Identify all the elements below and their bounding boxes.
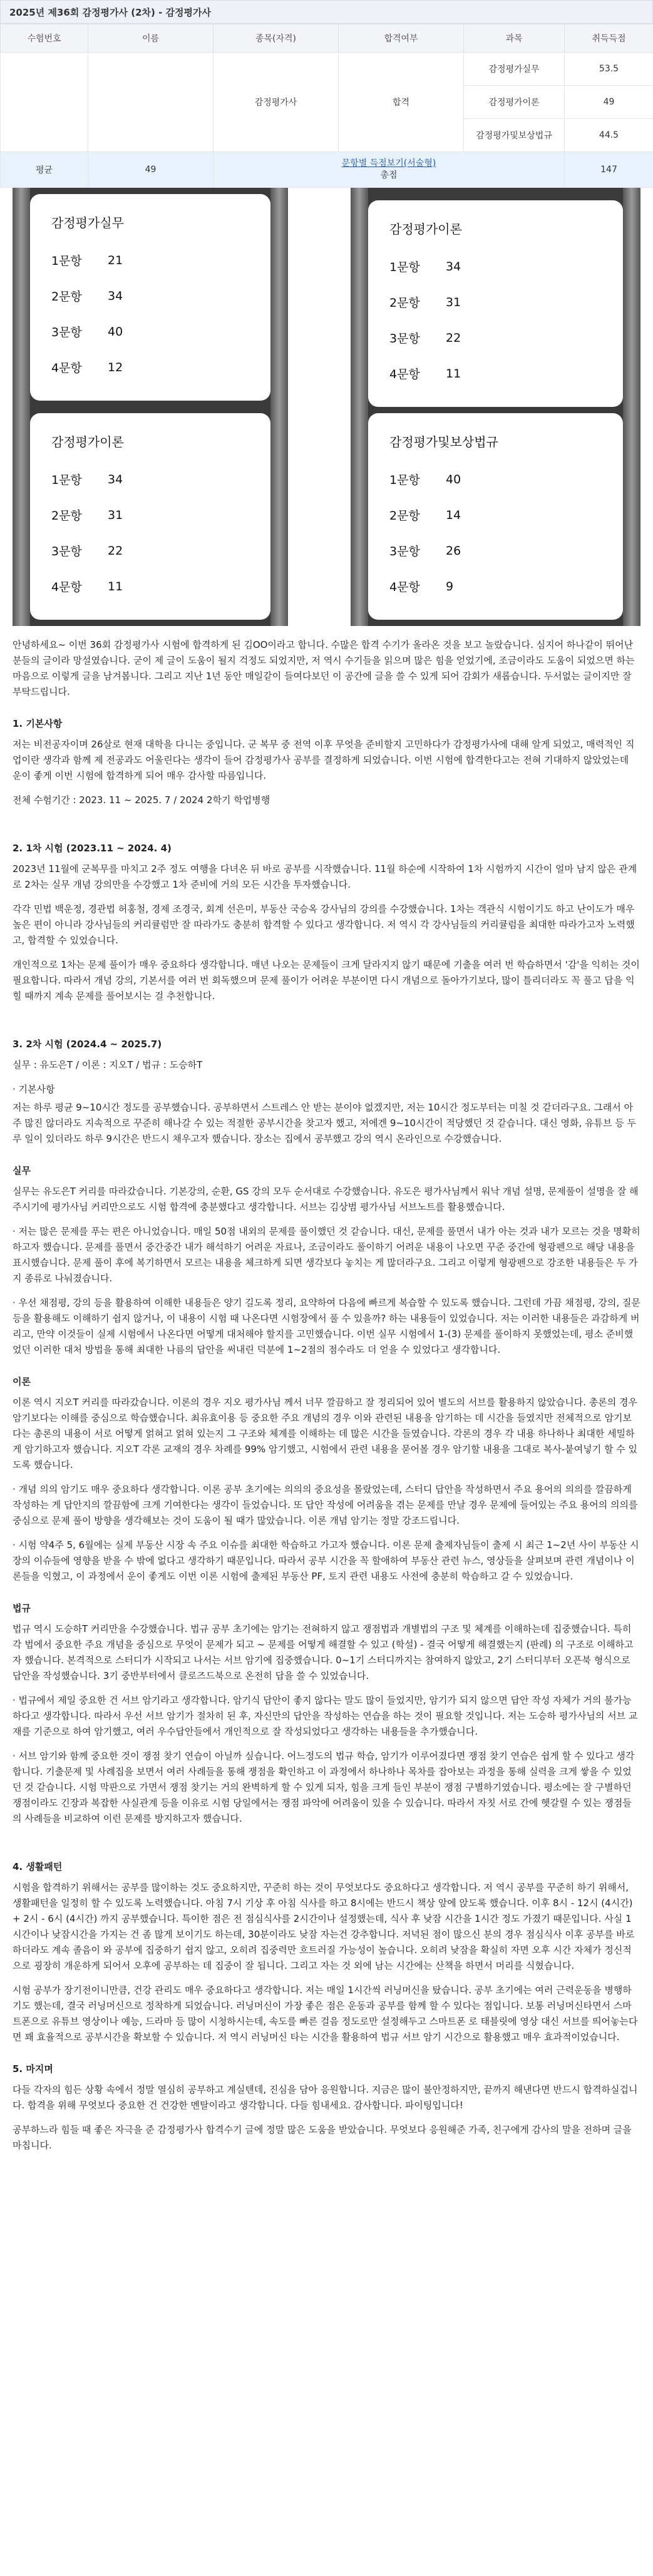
intro-paragraph: 안녕하세요~ 이번 36회 감정평가사 시험에 합격하게 된 김OO이라고 합니다. 수많은 합격 수기가 올라온 것을 보고 놀랐습니다. 심지어 하나같이 뛰어난 분들의 글이라 망설였습니다. 굳이 제 글이 도움이 될지 걱정도 되었지만, 저 역시 수기들을 읽으며 많은 힘을 얻었기에, 조금이라도 도움이 되었으면 하는 마음으로 이렇게 글을 남겨봅니다. 그리고 지난 1년 동안 매일같이 들여다보던 이 공간에 글을 쓸 수 있게 되어 감회가 새롭습니다. 두서없는 글이지만 잘 부탁드립니다. xyxy=(13,639,635,697)
score-card-title: 감정평가및보상법규 xyxy=(389,434,498,449)
question-label: 2문항 xyxy=(51,509,82,523)
question-label: 2문항 xyxy=(51,290,82,304)
question-score: 11 xyxy=(108,579,123,593)
average-row xyxy=(1,152,653,188)
paragraph: · 법규에서 제일 중요한 건 서브 암기라고 생각합니다. 암기식 답안이 좋지 않다는 말도 많이 들었지만, 암기가 되지 않으면 답안 작성 자체가 거의 불가능하다고 생각합니다. 따라서 우선 서브 암기가 절차히 된 후, 자신만의 답안을 작성하는 연습을 하는 것이 필요할 것입니다. 저는 도승하 평가사님의 서브 교재를 기준으로 하여 암기했고, 여러 우수답안들에서 개인적으로 잘 작성되었다고 생각하는 내용들을 추가했습니다. xyxy=(13,1695,638,1737)
paragraph: 각각 민법 백운정, 경관법 허홍철, 경제 조경국, 회계 선은미, 부동산 국승옥 강사님의 강의를 수강했습니다. 1차는 객관식 시험이기도 하고 난이도가 매우 높은 편이 아니라 강사님들의 커리큘럼만 잘 따라가도 충분히 합격할 수 있다고 생각합니다. 저 역시 각 강사님들의 커리큘럼을 최대한 따라가고자 노력했고, 합격할 수 있었습니다. xyxy=(13,903,635,946)
score-cards-left xyxy=(13,188,288,626)
question-score: 34 xyxy=(108,472,123,486)
section-heading: 4. 생활패턴 xyxy=(13,1861,63,1872)
category-cell: 감정평가사 xyxy=(213,53,339,152)
subject-name: 감정평가실무 xyxy=(464,53,565,86)
header-name: 이름 xyxy=(88,24,213,53)
question-label: 3문항 xyxy=(51,326,82,339)
question-score: 34 xyxy=(446,259,461,274)
question-score: 34 xyxy=(108,289,123,303)
question-label: 3문항 xyxy=(389,332,420,346)
score-row xyxy=(389,320,602,356)
question-label: 1문항 xyxy=(51,473,82,487)
paragraph: · 시험 약4주 5, 6월에는 실제 부동산 시장 속 주요 이슈를 최대한 학습하고 가고자 했습니다. 이론 문제 출제자님들이 출제 시 최근 1~2년 사이 부동산 시장의 이슈들에 영향을 받을 수 밖에 없다고 생각하기 때문입니다. 따라서 공부 시간을 꼭 할애하여 부동산 관련 뉴스, 영상들을 살펴보며 관련 개념이나 이론들을 익혔고, 이 과정에서 운이 좋게도 이번 이론 시험에 출제된 부동산 PF, 토지 관련 내용도 사전에 충분히 학습하고 갈 수 있었습니다. xyxy=(13,1539,639,1582)
subject-score: 49 xyxy=(565,86,653,119)
question-label: 1문항 xyxy=(389,260,420,274)
question-score: 22 xyxy=(108,543,123,558)
score-row xyxy=(51,349,249,385)
paragraph: 시험을 합격하기 위해서는 공부를 많이하는 것도 중요하지만, 꾸준히 하는 것이 무엇보다도 중요하다고 생각합니다. 저 역시 공부를 꾸준히 하기 위해서, 생활패턴을 일정히 할 수 있도록 노력했습니다. 아침 7시 기상 후 아침 식사를 하고 8시에는 반드시 책상 앞에 앉도록 했습니다. 이후 8시 - 12시 (4시간) + 2시 - 6시 (4시간) 까지 공부했습니다. 특이한 점은 전 점심식사를 2시간이나 설정했는데, 식사 후 낮잠 시간을 1시간 정도 가졌기 때문입니다. 사실 1시간이나 낮잠시간을 가지는 건 좀 많게 보이기도 하는데, 30분이라도 낮잠 자는건 강추합니다. 저녁된 점이 많으신 분의 경우 점심식사 이후 공부를 바로 하더라도 계속 졸음이 와 공부에 집중하기 쉽지 않고, 오히려 집중력만 흐트러질 가능성이 높습니다. 오히려 낮잠을 확실히 자면 오후 시간 자체가 정신적으로 굉장히 개운하게 되어서 오후에 공부하는 데 집중이 잘 됩니다. 그리고 자는 것 외에 남는 시간에는 산책을 하면서 머리를 식혔습니다. xyxy=(13,1882,635,1971)
name-cell xyxy=(88,53,213,152)
paragraph: 2023년 11월에 군복무를 마치고 2주 정도 여행을 다녀온 뒤 바로 공부를 시작했습니다. 11월 하순에 시작하여 1차 시험까지 시간이 얼마 남지 않은 관계로 2차는 실무 개념 강의만을 수강했고 1차 준비에 거의 모든 시간을 투자했습니다. xyxy=(13,863,637,890)
question-score: 11 xyxy=(446,366,461,381)
question-label: 4문항 xyxy=(389,580,420,594)
score-row xyxy=(389,284,602,320)
question-score: 22 xyxy=(446,331,461,345)
paragraph: · 저는 많은 문제를 푸는 편은 아니었습니다. 매일 50점 내외의 문제를 풀이했던 것 같습니다. 대신, 문제를 풀면서 내가 아는 것과 내가 모르는 것을 명확히 하고자 했습니다. 문제를 풀면서 중간중간 내가 해석하기 어려운 자료나, 조금이라도 풀이하기 어려운 내용이 나오면 꾸준 중간에 형광펜으로 해당 내용을 표시했습니다. 문제 풀이 후에 복기하면서 모르는 내용을 체크하게 되면 생각보다 놓치는 게 많더라구요. 그리고 이렇게 형광펜으로 강조한 내용들은 두 가지 종류로 나눠졌습니다. xyxy=(13,1226,640,1284)
question-score: 26 xyxy=(446,543,461,558)
score-row xyxy=(51,314,249,349)
question-label: 3문항 xyxy=(389,545,420,558)
paragraph: 실무는 유도은T 커리를 따라갔습니다. 기본강의, 순환, GS 강의 모두 순서대로 수강했습니다. 유도은 평가사님께서 워낙 개념 설명, 문제풀이 설명을 잘 해주시기에 평가사님 커리만으로도 시험 합격에 충분했다고 생각합니다. 서브는 김상범 평가사님 서브노트를 활용했습니다. xyxy=(13,1186,639,1213)
score-row xyxy=(389,497,602,533)
question-score: 40 xyxy=(446,472,461,486)
score-cards-area xyxy=(0,188,653,626)
section-heading: 법규 xyxy=(13,1603,31,1614)
question-score: 31 xyxy=(108,508,123,522)
paragraph: 전체 수험기간 : 2023. 11 ~ 2025. 7 / 2024 2학기 학업병행 xyxy=(13,794,270,806)
paragraph: 다들 각자의 힘든 상황 속에서 정말 열심히 공부하고 계실텐데, 진심을 담아 응원합니다. 지금은 많이 불안정하지만, 끝까지 해낸다면 반드시 합격하실겁니다. 합격을 위해 무엇보다 중요한 건 건강한 멘탈이라고 생각합니다. 다들 힘내세요. 감사합니다. 파이팅입니다! xyxy=(13,2084,638,2111)
question-label: 1문항 xyxy=(51,254,82,268)
question-label: 2문항 xyxy=(389,296,420,310)
header-pass: 합격여부 xyxy=(339,24,464,53)
paragraph: 시험 공부가 장기전이니만큼, 건강 관리도 매우 중요하다고 생각합니다. 저는 매일 1시간씩 러닝머신을 탔습니다. 공부 초기에는 여러 근력운동을 병행하기도 했는데, 결국 러닝머신으로 정착하게 되었습니다. 러닝머신이 가장 좋은 점은 운동과 공부를 함께 할 수 있다는 점입니다. 보통 러닝머신타면서 스마트폰으로 유튜브 영상이나 예능, 드라마 등 많이 시청하시는데, 속도를 빠른 걸음 정도로만 설정해두고 스마트폰 로 태블릿에 영상 대신 서브를 띄어놓는다면 꽤 효율적으로 공부시간을 확보할 수 있습니다. 저 역시 러닝머신 타는 시간을 활용하여 법규 서브 암기 시간으로 활용했고 매우 효과적이었습니다. xyxy=(13,1984,638,2043)
question-score: 14 xyxy=(446,508,461,522)
score-row xyxy=(51,278,249,314)
header-score: 취득득점 xyxy=(565,24,653,53)
question-label: 1문항 xyxy=(389,473,420,487)
header-exam-number: 수험번호 xyxy=(1,24,88,53)
score-row xyxy=(51,461,249,497)
sub-heading: · 기본사항 xyxy=(13,1084,55,1095)
section-heading: 3. 2차 시험 (2024.4 ~ 2025.7) xyxy=(13,1039,162,1050)
section-heading: 1. 기본사항 xyxy=(13,718,63,729)
paragraph: 이론 역시 지오T 커리를 따라갔습니다. 이론의 경우 지오 평가사님 께서 너무 깔끔하고 잘 정리되어 있어 별도의 서브를 활용하지 않았습니다. 총론의 경우 암기보다는 이해를 중심으로 학습했습니다. 최유효이용 등 중요한 주요 개념의 경우 이와 관련된 내용을 암기하는 데 시간을 들였지만 전체적으로 암기보다는 총론의 내용이 서로 어떻게 얽혀고 얽혀 있는지 그 구조와 체계를 이해하는 데 많은 시간을 들였습니다. 각론의 경우 각 내용 하나하나 최대한 세밀하게 암기하고자 했습니다. 지오T 각론 교재의 경우 차례를 99% 암기했고, 시험에서 관련 내용을 묻어볼 경우 암기할 내용을 그대로 복사-붙여넣기 할 수 있도록 했습니다. xyxy=(13,1397,638,1470)
total-label: 총점 xyxy=(380,170,398,180)
score-card-title: 감정평가실무 xyxy=(51,215,124,230)
question-label: 2문항 xyxy=(389,509,420,523)
paragraph: 실무 : 유도은T / 이론 : 지오T / 법규 : 도승하T xyxy=(13,1059,203,1070)
section-heading: 2. 1차 시험 (2023.11 ~ 2024. 4) xyxy=(13,843,172,854)
score-row xyxy=(51,568,249,604)
score-row xyxy=(389,356,602,391)
question-label: 4문항 xyxy=(51,580,82,594)
total-value: 147 xyxy=(565,152,653,188)
result-header-row xyxy=(1,24,653,53)
question-label: 4문항 xyxy=(51,361,82,375)
score-detail-link[interactable]: 문항별 득점보기(서술형) xyxy=(341,158,436,168)
paragraph: 법규 역시 도승하T 커리만을 수강했습니다. 법규 공부 초기에는 암기는 전혀하지 않고 쟁점법과 개별법의 구조 및 체계를 이해하는데 집중했습니다. 특히 각 법에서 중요한 주요 개념을 중심으로 무엇이 문제가 되고 ~ 문제를 어떻게 해결할 수 있고 (학설) - 결국 어떻게 해결했는지 (판례) 의 구조로 이해하고자 했습니다. 본격적으로 스터디가 시작되고 나서는 서브 암기에 집중했습니다. 0~1기 스터디까지는 참여하지 않았고, 2기 스터디부터 오픈북 형식으로 답안을 작성했습니다. 3기 중반부터에서 클로즈드북으로 온전히 답을 쓸 수 있었습니다. xyxy=(13,1623,634,1681)
score-row xyxy=(389,533,602,568)
score-cards-right xyxy=(351,188,640,626)
paragraph: 개인적으로 1차는 문제 풀이가 매우 중요하다 생각합니다. 매년 나오는 문제들이 크게 달라지지 않기 때문에 기출을 여러 번 학습하면서 '감'을 익히는 것이 필요합니다. 따라서 개념 강의, 기본서를 여러 번 회독했으며 문제 풀이가 어려운 부분이면 다시 개념으로 돌아가기보다, 많이 틀리더라도 꼭 풀고 답을 익힐 때까지 계속 문제를 풀어보시는 걸 추천합니다. xyxy=(13,959,640,1002)
score-card xyxy=(30,194,270,401)
score-row xyxy=(389,249,602,284)
score-row xyxy=(389,461,602,497)
exam-number-cell xyxy=(1,53,88,152)
average-value: 49 xyxy=(88,152,213,188)
section-heading: 이론 xyxy=(13,1376,31,1387)
question-label: 4문항 xyxy=(389,367,420,381)
paragraph: · 서브 암기와 함께 중요한 것이 쟁점 찾기 연습이 아닐까 싶습니다. 어느정도의 법규 학습, 암기가 이루어졌다면 쟁점 찾기 연습은 쉽게 할 수 있다고 생각합니다. 기출문제 및 사례집을 보면서 여러 사례들을 통해 쟁점을 확인하고 이 과정에서 하나하나 목차를 잡아보는 과정을 통해 실력을 크게 쌓을 수 있었던 것 같습니다. 시험 막판으로 가면서 쟁점 찾기는 거의 완벽하게 할 수 있게 되자, 힘을 크게 들인 부분이 쟁점 구별하기였습니다. 평소에는 잘 구별하던 쟁점이라도 긴장과 복잡한 사실관계 등을 이유로 시험 당일에서는 쟁점 파악에 어려움이 있을 수 있습니다. 따라서 자칫 서로 간에 헷갈릴 수 있는 쟁점들의 사례들을 비교하여 이런 문제를 방지하고자 했습니다. xyxy=(13,1750,635,1824)
pass-status-cell: 합격 xyxy=(339,53,464,152)
subject-name: 감정평가및보상법규 xyxy=(464,119,565,152)
table-row xyxy=(1,53,653,86)
paragraph: 저는 비전공자이며 26살로 현재 대학을 다니는 중입니다. 군 복무 중 전역 이후 무엇을 준비할지 고민하다가 감정평가사에 대해 알게 되었고, 매력적인 직업이란 생각과 함께 제 전공과도 어울린다는 생각이 들어 감정평가사 공부를 결정하게 되었습니다. 이번 시험에 합격한다고는 전혀 기대하지 않았었는데 운이 좋게 이번 시험에 합격하게 되어 매우 감사할 따름입니다. xyxy=(13,739,635,781)
detail-link-cell xyxy=(213,152,565,188)
average-label: 평균 xyxy=(1,152,88,188)
question-score: 12 xyxy=(108,360,123,374)
question-score: 9 xyxy=(446,579,454,593)
subject-score: 44.5 xyxy=(565,119,653,152)
score-card xyxy=(30,413,270,620)
paragraph: · 우선 채점평, 강의 등을 활용하여 이해한 내용들은 양기 길도록 정리, 요약하여 다음에 빠르게 복습할 수 있도록 했습니다. 그런데 가끔 채점평, 강의, 질문 등을 활용해도 이해하기 쉽지 않거나, 이 내용이 시험 때 나온다면 시험장에서 풀 수 있을까? 하는 내용들이 있었습니다. 저는 이러한 내용들은 과감하게 버리고, 만약 이것들이 실제 시험에서 나온다면 어떻게 대처해야 할지를 고민했습니다. 이번 실무 시험에서 1-(3) 문제를 풀이하지 못했었는데, 평소 준비했었던 이러한 대처 방법을 통해 최대한 나름의 답안을 써내린 덕분에 1~2점의 점수라도 더 얻을 수 있었다고 생각합니다. xyxy=(13,1297,640,1355)
score-row xyxy=(51,533,249,568)
subject-name: 감정평가이론 xyxy=(464,86,565,119)
question-label: 3문항 xyxy=(51,545,82,558)
article-body xyxy=(0,626,653,2181)
score-row xyxy=(51,242,249,278)
score-row xyxy=(51,497,249,533)
section-heading: 5. 마지며 xyxy=(13,2063,53,2075)
score-card xyxy=(368,200,623,407)
score-card xyxy=(368,413,623,620)
paragraph: 공부하느라 힘들 때 좋은 자극을 준 감정평가사 합격수기 글에 정말 많은 도움을 받았습니다. 무엇보다 응원해준 가족, 친구에게 감사의 말을 전하며 글을 마칩니다. xyxy=(13,2124,632,2151)
section-heading: 실무 xyxy=(13,1165,31,1176)
paragraph: 저는 하루 평균 9~10시간 정도를 공부했습니다. 공부하면서 스트레스 안 받는 분이야 없겠지만, 저는 10시간 정도부터는 미칠 것 같더라구요. 그래서 아주 많진 않더라도 지속적으로 꾸준히 해나갈 수 있는 적절한 공부시간을 찾고자 했고, 저에겐 9~10시간이 적당했던 것 같습니다. 대신 영화, 유튜브 등 두루 일이 있더라도 하루 9시간은 반드시 채우고자 했습니다. 장소는 집에서 공부했고 강의 역시 온라인으로 수강했습니다. xyxy=(13,1102,637,1144)
question-score: 40 xyxy=(108,324,123,339)
result-table xyxy=(0,24,653,188)
header-category: 종목(자격) xyxy=(213,24,339,53)
header-subject: 과목 xyxy=(464,24,565,53)
question-score: 21 xyxy=(108,253,123,267)
question-score: 31 xyxy=(446,295,461,309)
result-title: 2025년 제36회 감정평가사 (2차) - 감정평가사 xyxy=(0,0,653,24)
subject-score: 53.5 xyxy=(565,53,653,86)
score-card-title: 감정평가이론 xyxy=(389,222,462,237)
score-row xyxy=(389,568,602,604)
score-card-title: 감정평가이론 xyxy=(51,434,124,449)
paragraph: · 개념 의의 암기도 매우 중요하다 생각합니다. 이론 공부 초기에는 의의의 중요성을 몰랐었는데, 스터디 답안을 작성하면서 주요 용어의 의의를 깔끔하게 작성하는 게 답안지의 깔끔함에 크게 기여한다는 생각이 들었습니다. 또 답안 작성에 어려움을 겪는 문제를 만날 경우 문제에 들어있는 주요 용어의 의의를 중심으로 문제 풀이 방향을 생각해보는 것이 도움이 될 때가 많았습니다. 이론 개념 암기는 정말 강조드립니다. xyxy=(13,1484,638,1526)
